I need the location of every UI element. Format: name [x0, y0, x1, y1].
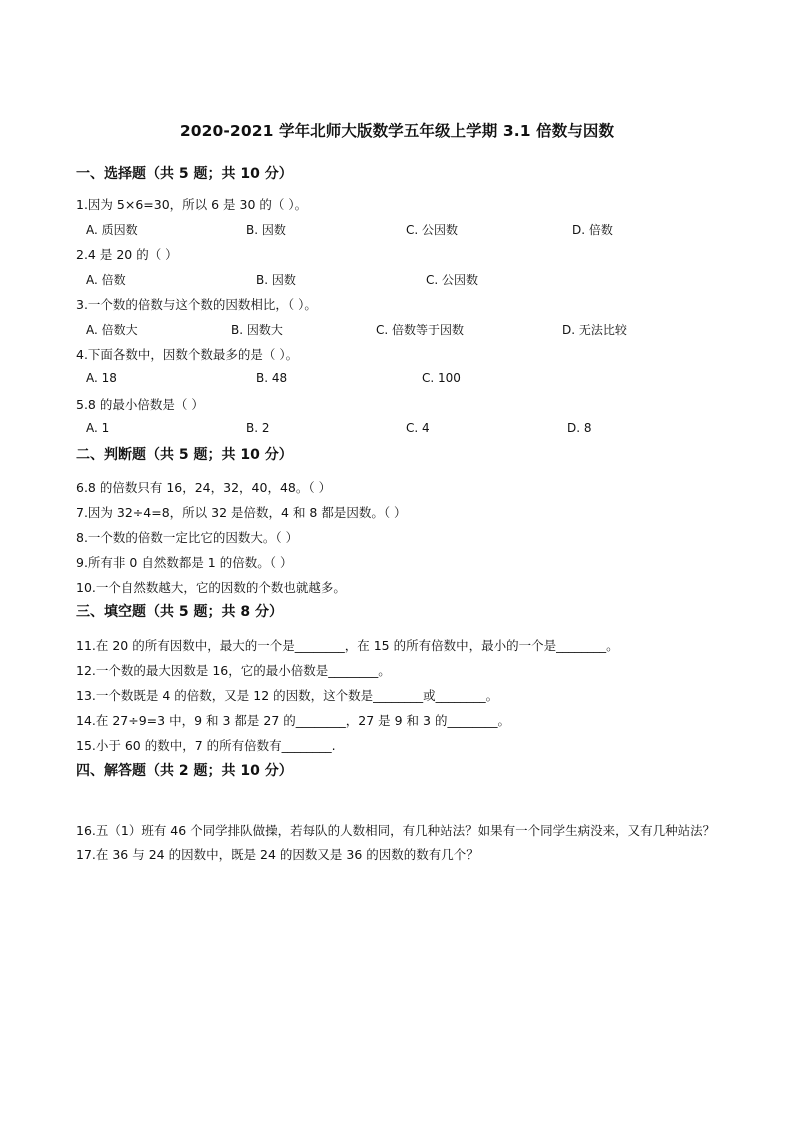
- question-6: 6.8 的倍数只有 16，24，32，40，48。（ ）: [76, 480, 332, 495]
- question-3-option-d: D. 无法比较: [562, 323, 627, 337]
- question-3-option-a: A. 倍数大: [86, 323, 138, 337]
- question-4-option-a: A. 18: [86, 371, 117, 385]
- section-heading-judge: 二、判断题（共 5 题；共 10 分）: [76, 447, 293, 463]
- question-15: 15.小于 60 的数中，7 的所有倍数有________.: [76, 738, 336, 753]
- question-2: 2.4 是 20 的（ ）: [76, 247, 178, 262]
- question-12: 12.一个数的最大因数是 16，它的最小倍数是________。: [76, 663, 391, 678]
- section-heading-fill: 三、填空题（共 5 题；共 8 分）: [76, 604, 283, 620]
- question-11: 11.在 20 的所有因数中，最大的一个是________，在 15 的所有倍数中，最小的一个是________。: [76, 638, 619, 653]
- question-5-option-d: D. 8: [567, 421, 592, 435]
- question-4-option-c: C. 100: [422, 371, 461, 385]
- question-4: 4.下面各数中，因数个数最多的是（ ）。: [76, 347, 299, 362]
- question-3: 3.一个数的倍数与这个数的因数相比，（ ）。: [76, 297, 317, 312]
- question-9: 9.所有非 0 自然数都是 1 的倍数。（ ）: [76, 555, 293, 570]
- question-4-option-b: B. 48: [256, 371, 288, 385]
- question-17: 17.在 36 与 24 的因数中，既是 24 的因数又是 36 的因数的数有几个？: [76, 847, 479, 862]
- section-heading-answer: 四、解答题（共 2 题；共 10 分）: [76, 763, 293, 779]
- question-16: 16.五（1）班有 46 个同学排队做操，若每队的人数相同，有几种站法？如果有一个同学生病没来，又有几种站法？: [76, 823, 716, 838]
- question-5: 5.8 的最小倍数是（ ）: [76, 397, 204, 412]
- question-2-option-b: B. 因数: [256, 273, 296, 287]
- question-8: 8.一个数的倍数一定比它的因数大。（ ）: [76, 530, 299, 545]
- question-1-option-a: A. 质因数: [86, 223, 138, 237]
- question-1-option-c: C. 公因数: [406, 223, 459, 237]
- question-2-option-a: A. 倍数: [86, 273, 126, 287]
- question-5-option-a: A. 1: [86, 421, 110, 435]
- question-5-option-b: B. 2: [246, 421, 270, 435]
- page-title: 2020-2021 学年北师大版数学五年级上学期 3.1 倍数与因数: [179, 122, 615, 140]
- section-heading-choice: 一、选择题（共 5 题；共 10 分）: [76, 166, 293, 182]
- question-5-option-c: C. 4: [406, 421, 430, 435]
- question-1: 1.因为 5×6=30，所以 6 是 30 的（ ）。: [76, 197, 308, 212]
- question-10: 10.一个自然数越大，它的因数的个数也就越多。: [76, 580, 346, 595]
- question-1-option-b: B. 因数: [246, 223, 286, 237]
- question-14: 14.在 27÷9=3 中，9 和 3 都是 27 的________，27 是 9 和 3 的________。: [76, 713, 510, 728]
- question-1-option-d: D. 倍数: [572, 223, 613, 237]
- question-3-option-c: C. 倍数等于因数: [376, 323, 465, 337]
- question-7: 7.因为 32÷4=8，所以 32 是倍数，4 和 8 都是因数。（ ）: [76, 505, 407, 520]
- question-3-option-b: B. 因数大: [231, 323, 283, 337]
- question-2-option-c: C. 公因数: [426, 273, 479, 287]
- question-13: 13.一个数既是 4 的倍数，又是 12 的因数，这个数是________或________。: [76, 688, 499, 703]
